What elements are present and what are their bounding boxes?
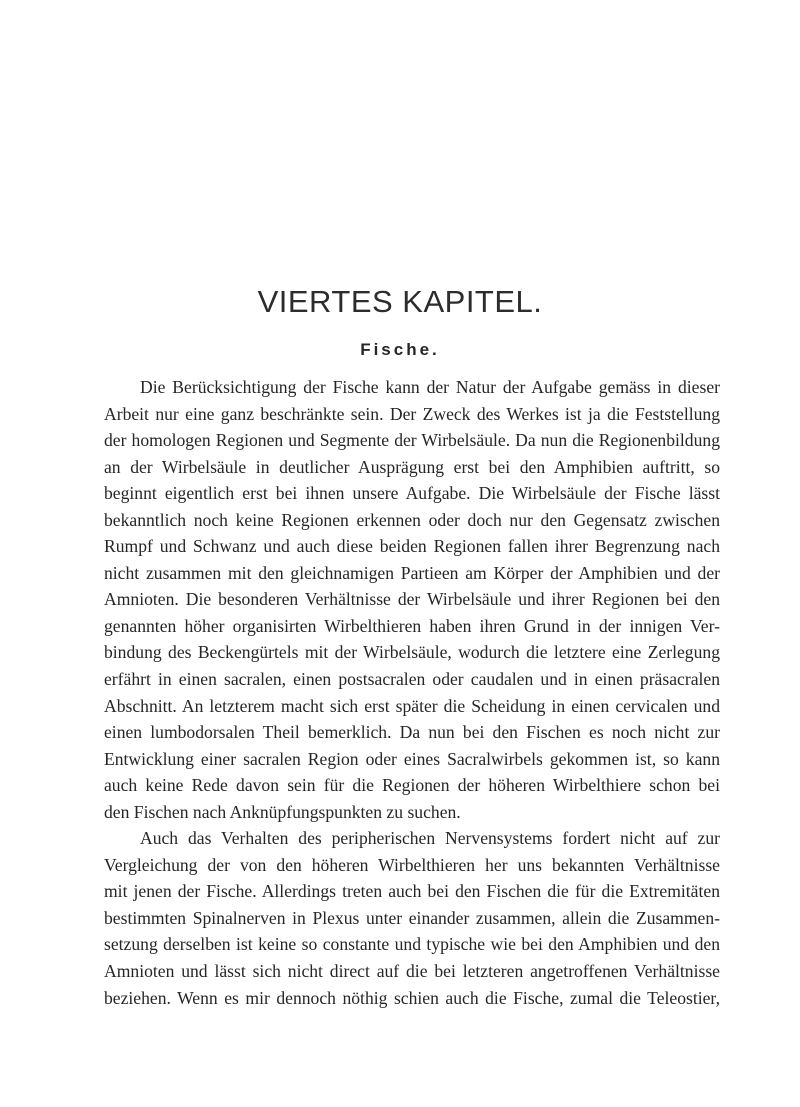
chapter-title: VIERTES KAPITEL. (257, 284, 543, 319)
text-line: beziehen. Wenn es mir dennoch nöthig schien auch die Fische, zumal die Teleostier, (104, 987, 720, 1008)
text-line: Auch das Verhalten des peripherischen Nervensystems fordert nicht auf zur (140, 828, 720, 849)
text-line: Arbeit nur eine ganz beschränkte sein. Der Zweck des Werkes ist ja die Feststellung (104, 403, 720, 424)
paragraph-1 (104, 374, 720, 825)
text-line: Amnioten. Die besonderen Verhältnisse der Wirbelsäule und ihrer Regionen bei den (104, 589, 720, 610)
text-line: auch keine Rede davon sein für die Regionen der höheren Wirbelthiere schon bei (104, 775, 720, 796)
text-line: an der Wirbelsäule in deutlicher Ausprägung erst bei den Amphibien auftritt, so (104, 456, 720, 477)
section-title: Fische. (360, 340, 440, 359)
text-line: Amnioten und lässt sich nicht direct auf die bei letzteren angetroffenen Verhältnisse (104, 961, 720, 982)
text-line: setzung derselben ist keine so constante und typische wie bei den Amphibien und den (104, 934, 720, 955)
text-line: Vergleichung der von den höheren Wirbelthieren her uns bekannten Verhältnisse (104, 854, 720, 875)
text-line: mit jenen der Fische. Allerdings treten auch bei den Fischen die für die Extremitäten (104, 881, 720, 902)
text-line: Rumpf und Schwanz und auch diese beiden Regionen fallen ihrer Begrenzung nach (104, 536, 720, 557)
paragraph-2 (104, 825, 720, 1011)
text-line: beginnt eigentlich erst bei ihnen unsere Aufgabe. Die Wirbelsäule der Fische lässt (104, 483, 720, 504)
text-line: erfährt in einen sacralen, einen postsacralen oder caudalen und in einen präsacralen (104, 669, 720, 690)
text-line: Die Berücksichtigung der Fische kann der Natur der Aufgabe gemäss in dieser (140, 377, 720, 397)
text-line: genannten höher organisirten Wirbelthieren haben ihren Grund in der innigen Ver- (104, 615, 720, 636)
text-line: Entwicklung einer sacralen Region oder eines Sacralwirbels gekommen ist, so kann (104, 748, 720, 769)
text-line: bestimmten Spinalnerven in Plexus unter einander zusammen, allein die Zusammen- (104, 907, 720, 928)
text-line: der homologen Regionen und Segmente der Wirbelsäule. Da nun die Regionenbildung (104, 430, 720, 451)
text-line: bekanntlich noch keine Regionen erkennen oder doch nur den Gegensatz zwischen (104, 509, 720, 530)
text-line: Abschnitt. An letzterem macht sich erst später die Scheidung in einen cervicalen und (104, 695, 720, 716)
text-line: den Fischen nach Anknüpfungspunkten zu suchen. (104, 801, 461, 822)
text-line: bindung des Beckengürtels mit der Wirbelsäule, wodurch die letztere eine Zerlegung (104, 642, 720, 663)
text-line: einen lumbodorsalen Theil bemerklich. Da nun bei den Fischen es noch nicht zur (104, 722, 720, 743)
text-line: nicht zusammen mit den gleichnamigen Partieen am Körper der Amphibien und der (104, 562, 720, 583)
body-text (104, 374, 720, 1011)
